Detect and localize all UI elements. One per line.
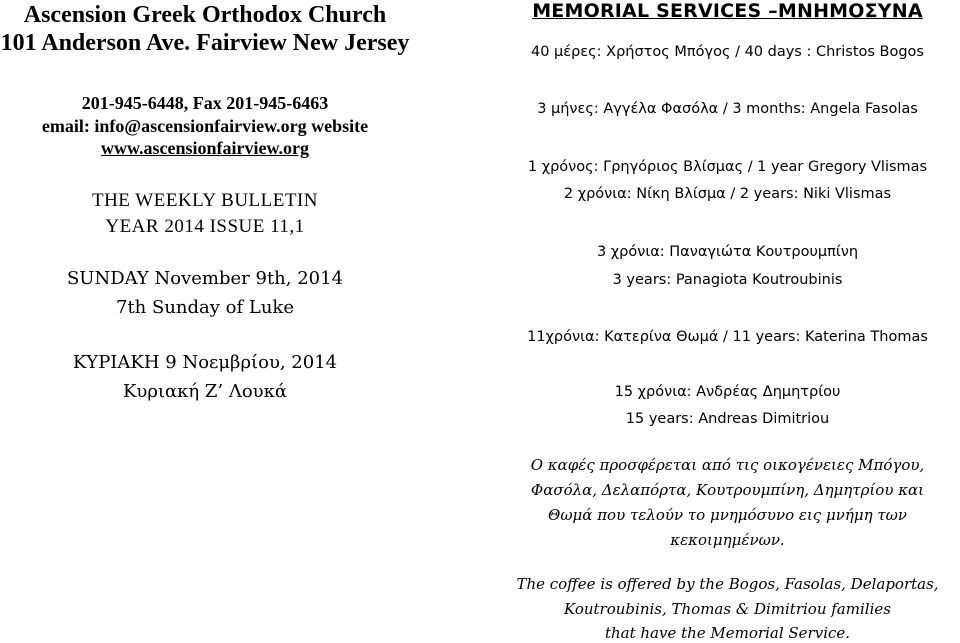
- memorial-entry: 2 χρόνια: Νίκη Βλίσμα / 2 years: Niki Vlismas: [563, 186, 892, 202]
- church-address: 101 Anderson Ave. Fairview New Jersey: [0, 30, 410, 56]
- coffee-english-line: The coffee is offered by the Bogos, Fasolas, Delaportas,: [516, 575, 939, 593]
- left-column: [0, 0, 420, 643]
- memorial-entry: 11χρόνια: Κατερίνα Θωμά / 11 years: Katerina Thomas: [527, 329, 928, 345]
- coffee-greek-line: Θωμά που τελούν το μνημόσυνο εις μνήμη των: [548, 506, 907, 524]
- email-line: email: info@ascensionfairview.org website: [41, 116, 369, 136]
- memorial-entry: 40 μέρες: Χρήστος Μπόγος / 40 days : Christos Bogos: [530, 44, 924, 60]
- memorial-entry: 3 μήνες: Αγγέλα Φασόλα / 3 months: Angela Fasolas: [537, 101, 918, 117]
- memorial-entry: 3 years: Panagiota Koutroubinis: [612, 272, 843, 288]
- memorial-entry: 15 χρόνια: Ανδρέας Δημητρίου: [614, 384, 841, 400]
- church-name: Ascension Greek Orthodox Church: [23, 2, 387, 28]
- phone-fax: 201-945-6448, Fax 201-945-6463: [81, 93, 329, 113]
- memorial-entry: 1 χρόνος: Γρηγόριος Βλίσμας / 1 year Gregory Vlismas: [527, 159, 928, 175]
- coffee-greek-line: Ο καφές προσφέρεται από τις οικογένειες Μπόγου,: [530, 456, 925, 474]
- coffee-english-line: that have the Memorial Service.: [604, 624, 851, 642]
- website-link[interactable]: www.ascensionfairview.org: [101, 138, 309, 158]
- right-column: [495, 0, 960, 643]
- coffee-english-line: Koutroubinis, Thomas & Dimitriou families: [564, 600, 891, 618]
- date-english: SUNDAY November 9th, 2014: [66, 268, 344, 289]
- bulletin-issue: YEAR 2014 ISSUE 11,1: [105, 216, 305, 237]
- coffee-greek-line: κεκοιμημένων.: [670, 531, 785, 549]
- sunday-greek: Κυριακή Ζ’ Λουκά: [122, 381, 288, 402]
- date-greek: ΚΥΡΙΑΚΗ 9 Νοεμβρίου, 2014: [72, 352, 338, 373]
- coffee-greek-line: Φασόλα, Δελαπόρτα, Κουτρουμπίνη, Δημητρίου και: [530, 481, 925, 499]
- bulletin-title: THE WEEKLY BULLETIN: [91, 190, 319, 211]
- memorial-entry: 15 years: Andreas Dimitriou: [625, 411, 830, 427]
- memorial-entry: 3 χρόνια: Παναγιώτα Κουτρουμπίνη: [596, 244, 859, 260]
- website-line: [0, 138, 410, 159]
- sunday-english: 7th Sunday of Luke: [116, 297, 294, 318]
- memorial-services-header: MEMORIAL SERVICES –ΜΝΗΜΟΣΥΝΑ: [532, 0, 923, 22]
